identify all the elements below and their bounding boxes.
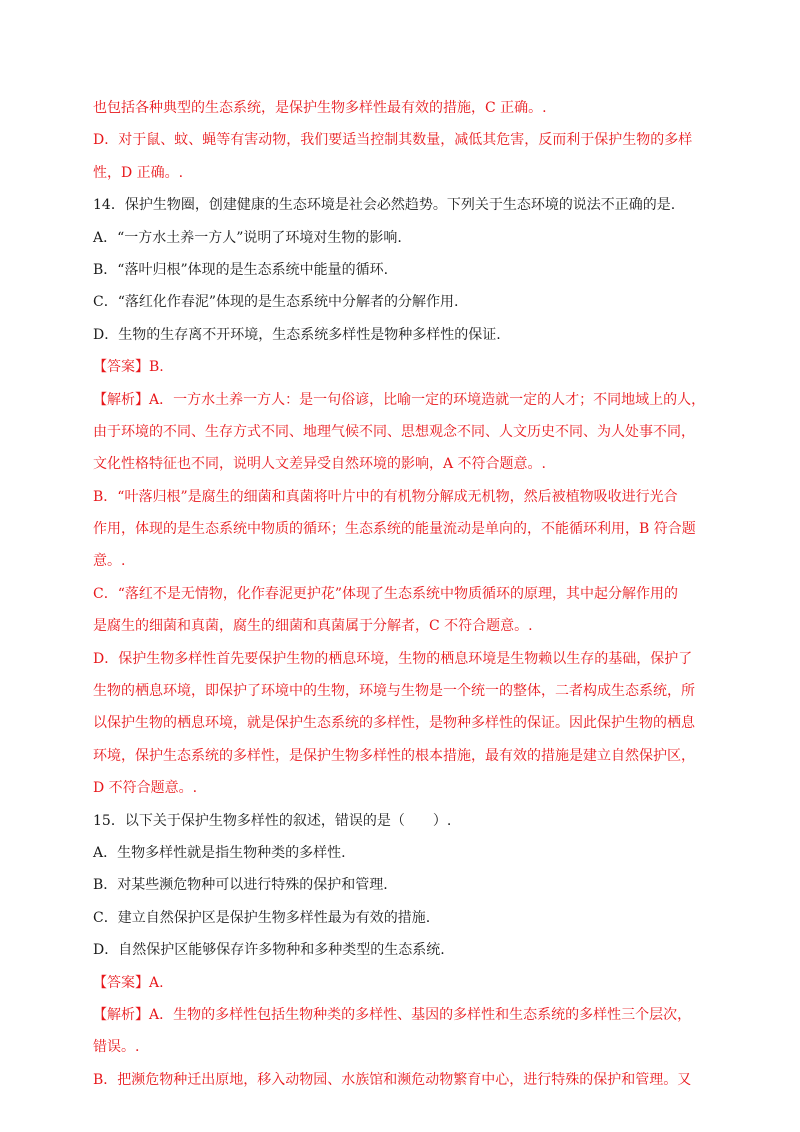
question-14-analysis-line: D．保护生物多样性首先要保护生物的栖息环境，生物的栖息环境是生物赖以生存的基础，保护了 xyxy=(93,650,693,667)
question-15-stem: 15．以下关于保护生物多样性的叙述，错误的是（ ）. xyxy=(93,812,452,829)
question-15-analysis-line: B．把濒危物种迁出原地，移入动物园、水族馆和濒危动物繁育中心，进行特殊的保护和管理。又 xyxy=(93,1071,692,1088)
question-14-option-d: D．生物的生存离不开环境，生态系统多样性是物种多样性的保证. xyxy=(93,326,501,343)
question-14-stem: 14．保护生物圈，创建健康的生态环境是社会必然趋势。下列关于生态环境的说法不正确的是. xyxy=(93,197,676,214)
question-15-analysis-line: 【解析】A．生物的多样性包括生物种类的多样性、基因的多样性和生态系统的多样性三个层次， xyxy=(93,1006,692,1023)
question-15-option-c: C．建立自然保护区是保护生物多样性最为有效的措施. xyxy=(93,909,431,926)
text-line: D．对于鼠、蚊、蝇等有害动物，我们要适当控制其数量，减低其危害，反而利于保护生物的多样 xyxy=(93,132,693,149)
question-14-analysis-line: 生物的栖息环境，即保护了环境中的生物，环境与生物是一个统一的整体，二者构成生态系统，所 xyxy=(93,683,695,700)
question-14-analysis-line: 是腐生的细菌和真菌，腐生的细菌和真菌属于分解者，C 不符合题意。. xyxy=(93,618,533,635)
question-14-analysis-line: 意。. xyxy=(93,553,126,570)
question-14-analysis-line: 作用，体现的是生态系统中物质的循环；生态系统的能量流动是单向的，不能循环利用，B 符合题 xyxy=(93,521,696,538)
question-14-analysis-line: B．“叶落归根”是腐生的细菌和真菌将叶片中的有机物分解成无机物，然后被植物吸收进行光合 xyxy=(93,488,678,505)
question-15-analysis-line: 错误。. xyxy=(93,1039,140,1056)
question-14-answer: 【答案】B. xyxy=(93,359,164,376)
question-15-answer: 【答案】A. xyxy=(93,974,164,991)
question-14-option-c: C．“落红化作春泥”体现的是生态系统中分解者的分解作用. xyxy=(93,294,459,311)
question-14-analysis-line: C．“落红不是无情物，化作春泥更护花”体现了生态系统中物质循环的原理，其中起分解作用的 xyxy=(93,585,679,602)
question-14-analysis-line: 【解析】A．一方水土养一方人：是一句俗谚，比喻一定的环境造就一定的人才；不同地域上的人， xyxy=(93,391,706,408)
question-14-option-a: A．“一方水土养一方人”说明了环境对生物的影响. xyxy=(93,229,402,246)
question-14-analysis-line: 由于环境的不同、生存方式不同、地理气候不同、思想观念不同、人文历史不同、为人处事不同， xyxy=(93,423,695,440)
question-14-option-b: B．“落叶归根”体现的是生态系统中能量的循环. xyxy=(93,261,389,278)
document-page xyxy=(93,92,713,1096)
question-14-analysis-line: 环境，保护生态系统的多样性，是保护生物多样性的根本措施，最有效的措施是建立自然保护区， xyxy=(93,747,695,764)
question-14-analysis-line: D 不符合题意。. xyxy=(93,780,198,797)
question-15-option-a: A．生物多样性就是指生物种类的多样性. xyxy=(93,844,346,861)
question-15-option-d: D．自然保护区能够保存许多物种和多种类型的生态系统. xyxy=(93,942,445,959)
question-14-analysis-line: 文化性格特征也不同，说明人文差异受自然环境的影响，A 不符合题意。. xyxy=(93,456,547,473)
question-14-analysis-line: 以保护生物的栖息环境，就是保护生态系统的多样性，是物种多样性的保证。因此保护生物的栖息 xyxy=(93,715,695,732)
text-line: 也包括各种典型的生态系统，是保护生物多样性最有效的措施，C 正确。. xyxy=(93,100,547,116)
text-line: 性，D 正确。. xyxy=(93,164,184,181)
question-15-option-b: B．对某些濒危物种可以进行特殊的保护和管理. xyxy=(93,877,388,894)
